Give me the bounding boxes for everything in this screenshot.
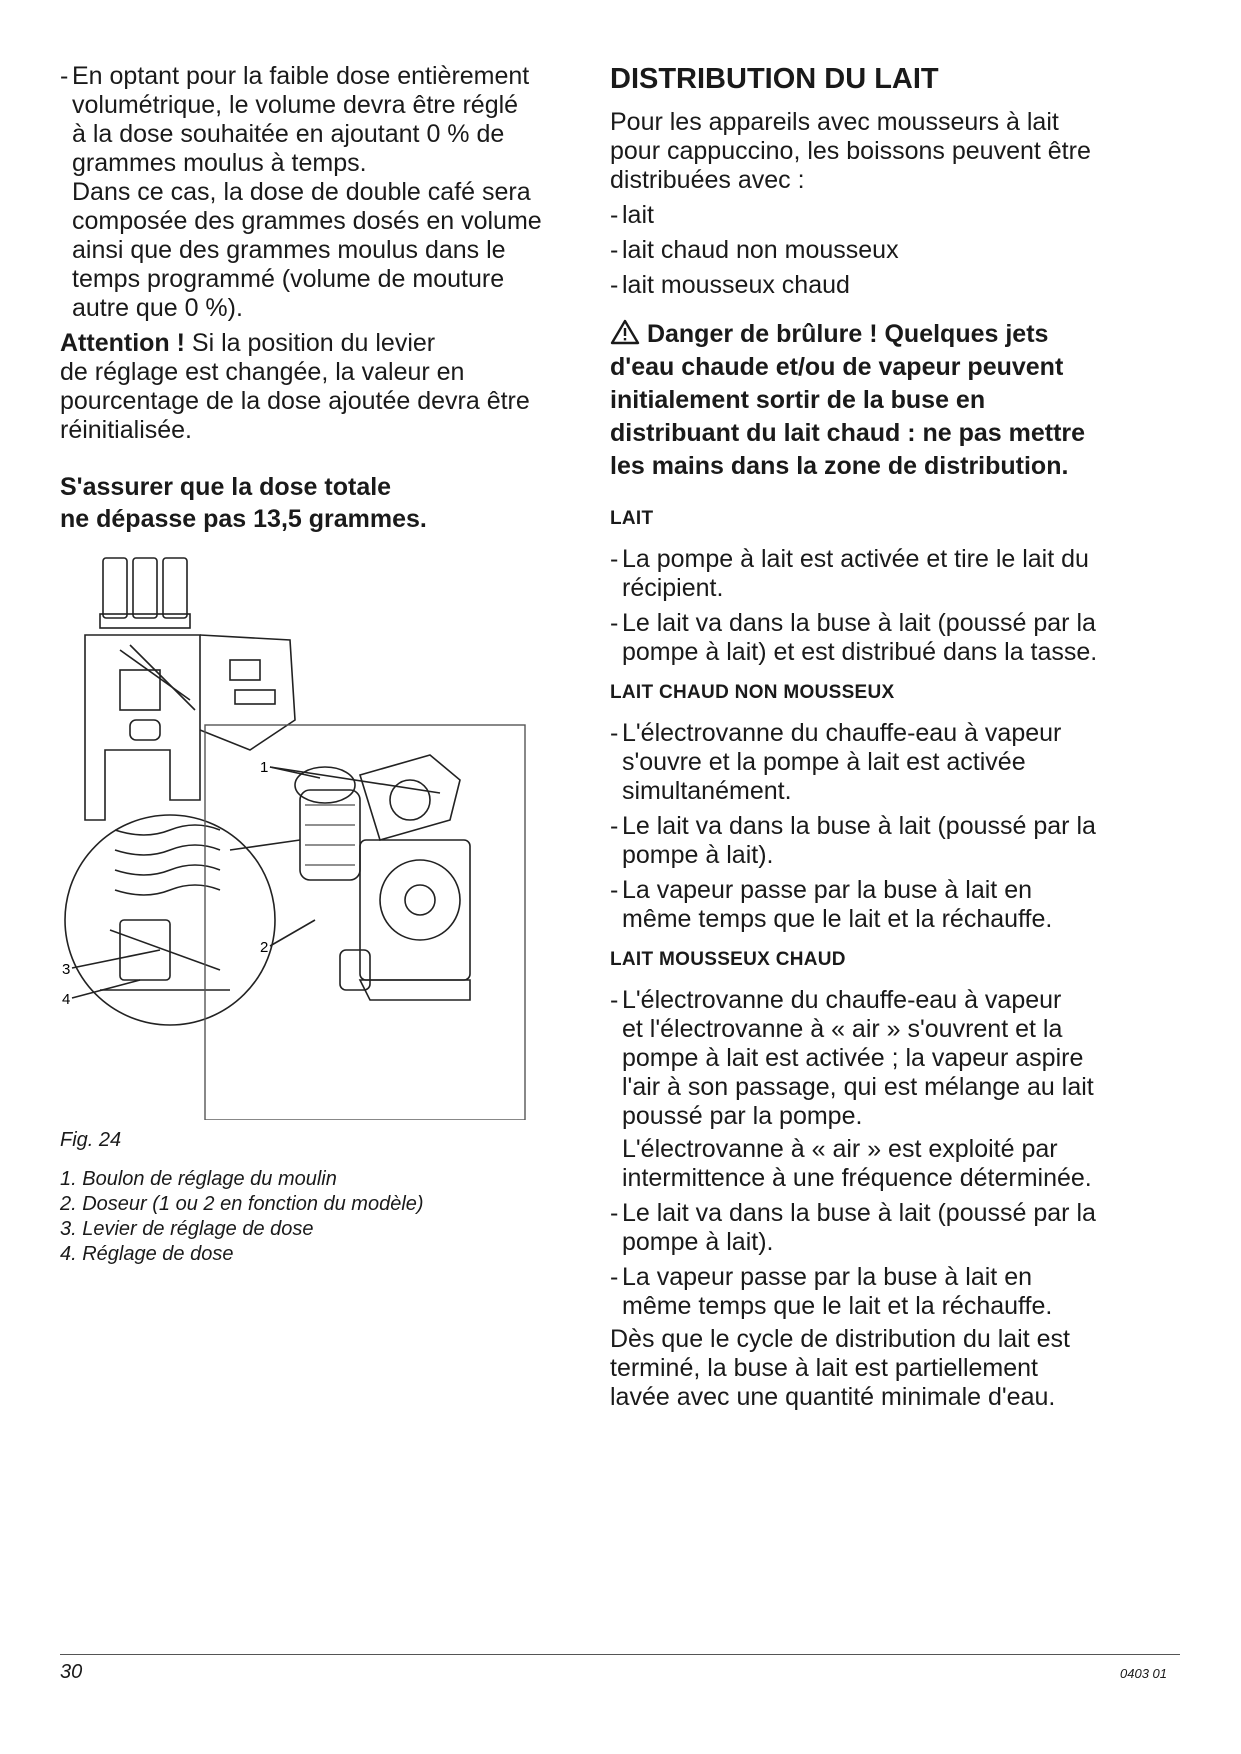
text-line: ainsi que des grammes moulus dans le: [72, 236, 506, 264]
text-line: composée des grammes dosés en volume: [72, 207, 542, 235]
text-line: terminé, la buse à lait est partiellement: [610, 1354, 1038, 1382]
text-line: distribuant du lait chaud : ne pas mettre: [610, 419, 1086, 447]
intro-paragraph: [610, 108, 1190, 195]
callout-1: 1: [260, 759, 269, 776]
figure-caption: [60, 1128, 424, 1267]
text-line: pompe à lait) et est distribué dans la tasse.: [622, 638, 1098, 666]
list-item: - lait: [610, 201, 654, 229]
text-line: s'ouvre et la pompe à lait est activée: [622, 748, 1026, 776]
text-line: Pour les appareils avec mousseurs à lait: [610, 108, 1059, 136]
subsection-heading-lait: LAIT: [610, 508, 654, 529]
text-line: même temps que le lait et la réchauffe.: [622, 1292, 1053, 1320]
list-item-text: [72, 62, 542, 323]
text-line: L'électrovanne à « air » est exploité par: [622, 1135, 1058, 1163]
list-item-text: lait mousseux chaud: [622, 271, 850, 299]
burn-warning: [610, 318, 1190, 483]
text-line: à la dose souhaitée en ajoutant 0 % de: [72, 120, 505, 148]
text-line: autre que 0 %).: [72, 294, 243, 322]
list-item-text: lait: [622, 201, 654, 229]
list-item: - Le lait va dans la buse à lait (poussé par la pompe à lait).: [610, 1199, 1096, 1256]
warning-triangle-icon: [610, 319, 640, 345]
legend-item: 3. Levier de réglage de dose: [60, 1218, 314, 1240]
text-line: réinitialisée.: [60, 416, 193, 444]
legend-item: 2. Doseur (1 ou 2 en fonction du modèle): [60, 1193, 424, 1215]
subsection-heading-lait-mousseux: LAIT MOUSSEUX CHAUD: [610, 949, 846, 970]
text-line: ne dépasse pas 13,5 grammes.: [60, 505, 427, 533]
figure-label: Fig. 24: [60, 1129, 122, 1151]
text-line: Le lait va dans la buse à lait (poussé par la: [622, 1199, 1096, 1227]
text-line: Le lait va dans la buse à lait (poussé par la: [622, 812, 1096, 840]
text-line: initialement sortir de la buse en: [610, 386, 986, 414]
dash-marker: -: [60, 62, 69, 90]
legend-item: 4. Réglage de dose: [60, 1243, 234, 1265]
list-item: - La pompe à lait est activée et tire le lait du récipient.: [610, 545, 1089, 602]
text-line: même temps que le lait et la réchauffe.: [622, 905, 1053, 933]
text-line: pompe à lait).: [622, 1228, 774, 1256]
text-line: La vapeur passe par la buse à lait en: [622, 1263, 1032, 1291]
text-line: En optant pour la faible dose entièrement: [72, 62, 530, 90]
text-line: La pompe à lait est activée et tire le lait du: [622, 545, 1089, 573]
document-code: 0403 01: [1120, 1666, 1167, 1681]
left-column: [60, 62, 580, 535]
callout-3: 3: [62, 961, 71, 978]
text-line: simultanément.: [622, 777, 792, 805]
text-line: pompe à lait est activée ; la vapeur aspire: [622, 1044, 1084, 1072]
text-line: Le lait va dans la buse à lait (poussé par la: [622, 609, 1096, 637]
list-item: - Le lait va dans la buse à lait (poussé par la pompe à lait).: [610, 812, 1096, 869]
list-item: - lait mousseux chaud: [610, 271, 850, 299]
list-item-volumetric-dose: [60, 62, 580, 323]
callout-4: 4: [62, 991, 71, 1008]
text-line: distribuées avec :: [610, 166, 805, 194]
text-line: grammes moulus à temps.: [72, 149, 367, 177]
attention-paragraph: [60, 329, 580, 445]
text-line: L'électrovanne du chauffe-eau à vapeur: [622, 986, 1062, 1014]
subsection-heading-lait-chaud: LAIT CHAUD NON MOUSSEUX: [610, 682, 895, 703]
list-item: - L'électrovanne du chauffe-eau à vapeur et l'électrovanne à « air » s'ouvrent et la pompe à lait est activée ; la vapeur aspire l'air à son passage, qui est mélange au lait poussé par la pompe. L'électrovanne à « air » est exploité par intermittence à une fréquence déterminée.: [610, 986, 1094, 1192]
callout-2: 2: [260, 939, 269, 956]
text-line: temps programmé (volume de mouture: [72, 265, 505, 293]
list-item-text: lait chaud non mousseux: [622, 236, 899, 264]
attention-label: Attention !: [60, 329, 185, 357]
dose-limit-note: [60, 471, 580, 535]
text-line: pourcentage de la dose ajoutée devra être: [60, 387, 530, 415]
machine-illustration: [60, 550, 530, 1120]
page-number: 30: [60, 1661, 83, 1683]
legend-item: 1. Boulon de réglage du moulin: [60, 1168, 337, 1190]
text-line: Dès que le cycle de distribution du lait est: [610, 1325, 1070, 1353]
text-line: pompe à lait).: [622, 841, 774, 869]
list-item: - L'électrovanne du chauffe-eau à vapeur s'ouvre et la pompe à lait est activée simultanément.: [610, 719, 1062, 805]
right-column: [610, 62, 1190, 1412]
list-item: - Le lait va dans la buse à lait (poussé par la pompe à lait) et est distribué dans la tasse.: [610, 609, 1098, 666]
text-line: lavée avec une quantité minimale d'eau.: [610, 1383, 1056, 1411]
text-line: S'assurer que la dose totale: [60, 473, 392, 501]
footer-rule: [60, 1654, 1180, 1655]
text-line: L'électrovanne du chauffe-eau à vapeur: [622, 719, 1062, 747]
section-title: DISTRIBUTION DU LAIT: [610, 63, 939, 95]
text-line: d'eau chaude et/ou de vapeur peuvent: [610, 353, 1064, 381]
text-line: les mains dans la zone de distribution.: [610, 452, 1069, 480]
text-line: intermittence à une fréquence déterminée.: [622, 1164, 1092, 1192]
text-line: et l'électrovanne à « air » s'ouvrent et la: [622, 1015, 1063, 1043]
text-line: poussé par la pompe.: [622, 1102, 863, 1130]
text-line: volumétrique, le volume devra être réglé: [72, 91, 519, 119]
closing-paragraph: [610, 1325, 1190, 1412]
text-line: Si la position du levier: [184, 329, 436, 357]
list-item: - La vapeur passe par la buse à lait en même temps que le lait et la réchauffe.: [610, 876, 1053, 933]
list-item: - La vapeur passe par la buse à lait en même temps que le lait et la réchauffe.: [610, 1263, 1053, 1320]
text-line: La vapeur passe par la buse à lait en: [622, 876, 1032, 904]
text-line: pour cappuccino, les boissons peuvent être: [610, 137, 1091, 165]
text-line: Dans ce cas, la dose de double café sera: [72, 178, 531, 206]
text-line: récipient.: [622, 574, 724, 602]
figure-24: [60, 550, 530, 1120]
text-line: de réglage est changée, la valeur en: [60, 358, 465, 386]
list-item: - lait chaud non mousseux: [610, 236, 899, 264]
text-line: Danger de brûlure ! Quelques jets: [646, 320, 1049, 348]
text-line: l'air à son passage, qui est mélange au lait: [622, 1073, 1094, 1101]
